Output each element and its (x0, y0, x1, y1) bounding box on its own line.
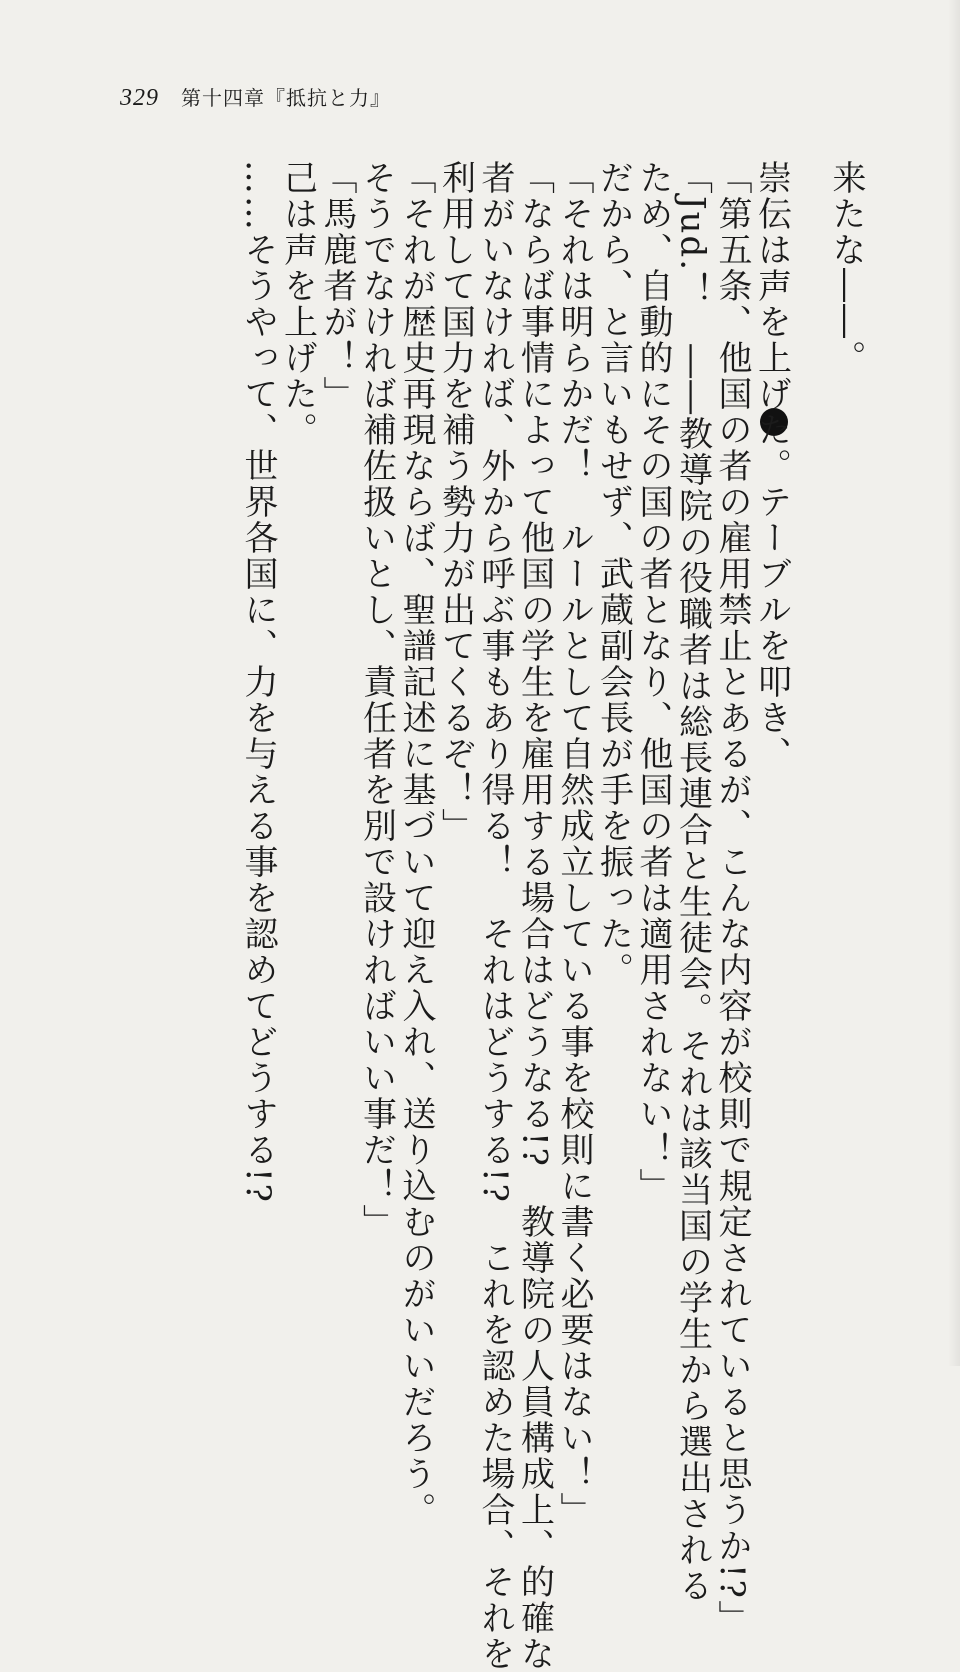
text-line: 「第五条、他国の者の雇用禁止とあるが、こんな内容が校則で規定されていると思うか!?」 (712, 160, 752, 1636)
text-line: 己は声を上げた。 (277, 160, 318, 448)
text-line: 者がいなければ、外から呼ぶ事もあり得る！ それはどうする!? これを認めた場合、それを (475, 160, 515, 1672)
text-line: 「Jud.！ ――教導院の役職者は総長連合と生徒会。それは該当国の学生から選出される (672, 160, 713, 1605)
text-line: 利用して国力を補う勢力が出てくるぞ！」 (435, 160, 476, 844)
text-line: 「馬鹿者が！」 (317, 160, 357, 412)
text-line: だから、と言いもせず、武蔵副会長が手を振った。 (593, 160, 634, 988)
page-spine-shadow (948, 0, 960, 1366)
text-line: ……そうやって、世界各国に、力を与える事を認めてどうする!? (238, 160, 278, 1204)
page-number: 329 (120, 85, 159, 111)
text-line: 「ならば事情によって他国の学生を雇用する場合はどうなる!? 教導院の人員構成上、的確な (514, 160, 555, 1672)
vertical-body-text (238, 160, 866, 1672)
text-line: そうでなければ補佐扱いとし、責任者を別で設ければいい事だ！」 (356, 160, 397, 1240)
text-line: 「それは明らかだ！ ルールとして自然成立している事を校則に書く必要はない！」 (554, 160, 594, 1528)
text-line: 崇伝は声を上げた。テーブルを叩き、 (751, 160, 792, 772)
running-header (120, 82, 391, 112)
text-line: 「それが歴史再現ならば、聖譜記述に基づいて迎え入れ、送り込むのがいいだろう。 (396, 160, 436, 1528)
scene-break-gap (791, 160, 826, 1320)
text-line: ため、自動的にその国の者となり、他国の者は適用されない！」 (633, 160, 673, 1204)
chapter-title: 第十四章『抵抗と力』 (181, 86, 391, 110)
text-line: 来たな――。 (826, 160, 866, 376)
